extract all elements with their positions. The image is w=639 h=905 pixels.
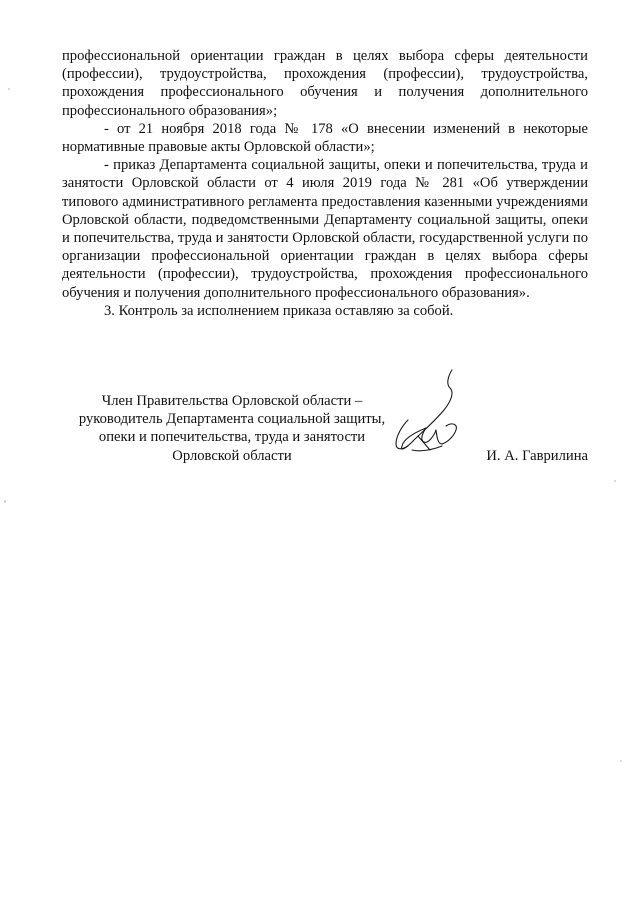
paragraph: профессиональной ориентации граждан в целях выбора сферы деятельности (профессии), трудоустройства, прохождения (профессии), трудоустройства, прохождения профессионального обучения и получения дополнительного профессионального образования»; <box>62 48 588 119</box>
paragraph: - приказ Департамента социальной защиты, опеки и попечительства, труда и занятости Орловской области от 4 июля 2019 года № 281 «Об утверждении типового административного регламента предоставления казенными учреждениями Орловской области, подведомственными Департаменту социальной защиты, опеки и попечительства, труда и занятости Орловской области, государственной услуги по организации профессиональной ориентации граждан в целях выбора сферы деятельности (профессии), трудоустройства, прохождения профессионального обучения и получения дополнительного профессионального образования». <box>62 157 588 301</box>
signatory-title <box>62 392 402 465</box>
scan-speck <box>4 500 6 503</box>
paragraph: - от 21 ноября 2018 года № 178 «О внесении изменений в некоторые нормативные правовые акты Орловской области»; <box>62 120 588 156</box>
signature-block <box>62 392 588 472</box>
scan-speck <box>8 88 10 90</box>
signatory-name: И. А. Гаврилина <box>486 447 588 464</box>
scan-speck <box>620 760 622 762</box>
signatory-title-line: Орловской области <box>172 447 292 464</box>
signatory-title-line: Член Правительства Орловской области – <box>101 393 363 409</box>
paragraph: 3. Контроль за исполнением приказа оставляю за собой. <box>104 302 454 319</box>
document-body <box>62 47 588 320</box>
handwritten-signature <box>382 366 472 466</box>
signatory-title-line: опеки и попечительства, труда и занятости <box>98 429 366 446</box>
signatory-title-line: руководитель Департамента социальной защиты, <box>78 411 386 428</box>
scan-speck <box>614 480 616 482</box>
